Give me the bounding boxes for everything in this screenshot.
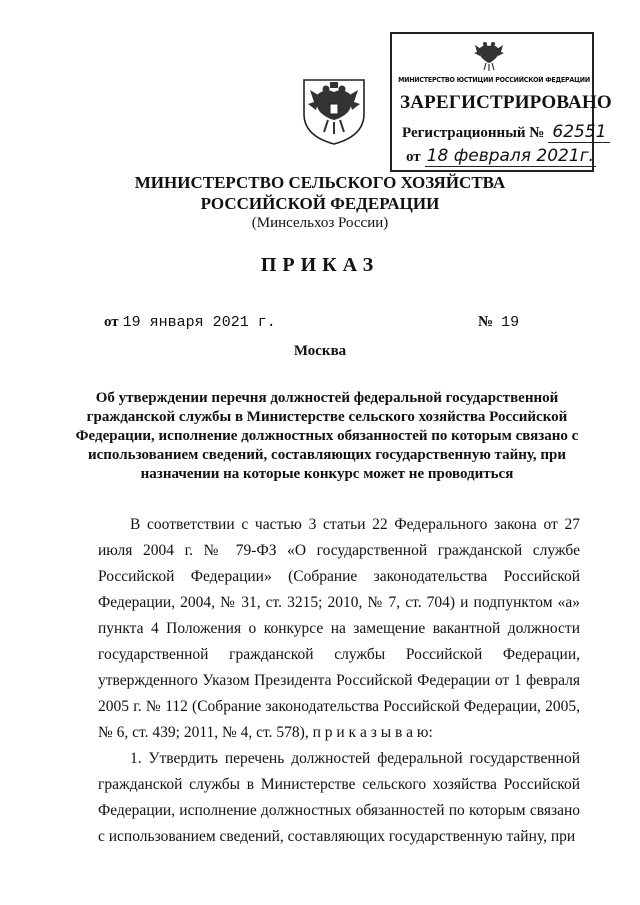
ministry-line-1: МИНИСТЕРСТВО СЕЛЬСКОГО ХОЗЯЙСТВА [134, 173, 506, 192]
body-paragraph-2: 1. Утвердить перечень должностей федеральной государственной гражданской службы в Министерстве сельского хозяйства Российской Федерации, исполнение должностных обязанностей по которым связано с использованием сведений, составляющих государственную тайну, при [98, 750, 580, 845]
order-date [104, 314, 276, 331]
stamp-ministry: МИНИСТЕРСТВО ЮСТИЦИИ РОССИЙСКОЙ ФЕДЕРАЦИИ [398, 76, 590, 84]
order-number [478, 314, 519, 331]
order-city: Москва [293, 343, 347, 359]
ministry-title [0, 172, 640, 214]
stamp-reg-number: 62551 [548, 122, 610, 143]
body-paragraph-1: В соответствии с частью 3 статьи 22 Федерального закона от 27 июля 2004 г. № 79-ФЗ «О государственной гражданской службе Российской Федерации» (Собрание законодательства Российской Федерации, 2004, № 31, ст. 3215; 2010, № 7, ст. 704) и подпунктом «а» пункта 4 Положения о конкурсе на замещение вакантной должности государственной гражданской службы Российской Федерации, утвержденного Указом Президента Российской Федерации от 1 февраля 2005 г. № 112 (Собрание законодательства Российской Федерации, 2005, № 6, ст. 439; 2011, № 4, ст. 578), п р и к а з ы в а ю: [98, 516, 580, 741]
order-title: ПРИКАЗ [260, 254, 380, 276]
stamp-status: ЗАРЕГИСТРИРОВАНО [400, 92, 612, 113]
registration-stamp [390, 32, 612, 172]
stamp-date-label: от [406, 149, 421, 165]
stamp-reg-date: 18 февраля 2021г. [426, 146, 595, 166]
order-subject: Об утверждении перечня должностей федеральной государственной гражданской службы в Министерстве сельского хозяйства Российской Федерации, исполнение должностных обязанностей по которым связано с использованием сведений, составляющих государственную тайну, при назначении на которые конкурс может не проводиться [75, 390, 579, 482]
stamp-reg-line [402, 122, 610, 142]
coat-of-arms-icon [296, 74, 372, 146]
order-date-value: 19 января 2021 г. [122, 314, 276, 331]
ministry-line-2: РОССИЙСКОЙ ФЕДЕРАЦИИ [200, 194, 440, 213]
stamp-reg-label: Регистрационный № [402, 125, 545, 141]
stamp-emblem-icon [472, 38, 506, 72]
order-body [98, 512, 580, 850]
stamp-date-line [406, 146, 596, 166]
ministry-short-name: (Минсельхоз России) [251, 215, 389, 231]
order-number-label: № [478, 314, 494, 330]
order-number-value: 19 [501, 314, 520, 331]
order-date-prefix: от [104, 314, 119, 330]
